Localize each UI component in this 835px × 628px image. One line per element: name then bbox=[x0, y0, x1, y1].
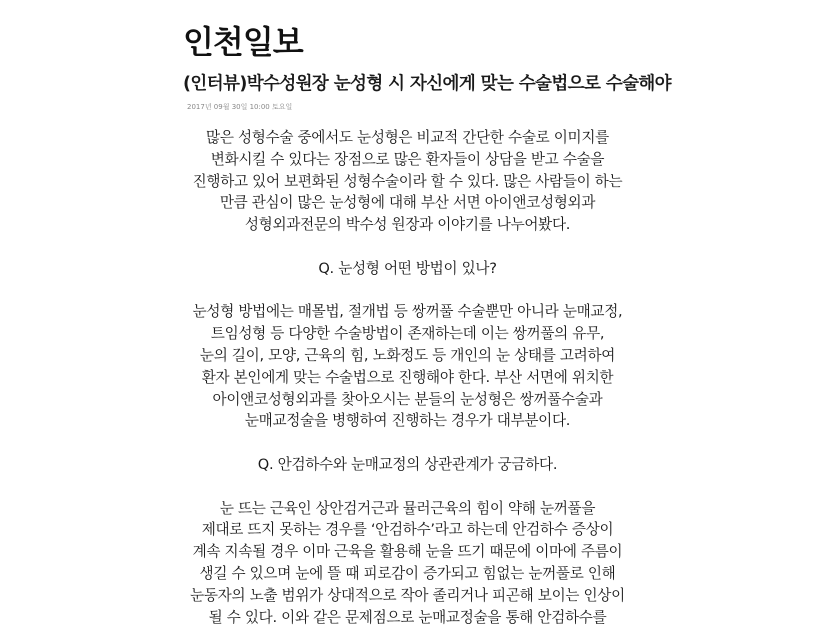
body-line: 트임성형 등 다양한 수술방법이 존재하는데 이는 쌍꺼풀의 유무, bbox=[210, 325, 605, 343]
body-line: 눈성형 방법에는 매몰법, 절개법 등 쌍꺼풀 수술뿐만 아니라 눈매교정, bbox=[192, 303, 623, 321]
body-line: 많은 성형수술 중에서도 눈성형은 비교적 간단한 수술로 이미지를 bbox=[206, 129, 609, 146]
answer-paragraph bbox=[160, 301, 655, 432]
paragraph-spacer bbox=[160, 432, 655, 454]
article-headline: (인터뷰)박수성원장 눈성형 시 자신에게 맞는 수술법으로 수술해야 bbox=[183, 74, 671, 94]
question-line: Q. 눈성형 어떤 방법이 있나? bbox=[318, 259, 497, 277]
body-line: 눈 뜨는 근육인 상안검거근과 뮬러근육의 힘이 약해 눈꺼풀을 bbox=[219, 499, 596, 517]
answer-paragraph bbox=[160, 498, 655, 628]
body-line: 성형외과전문의 박수성 원장과 이야기를 나누어봤다. bbox=[244, 216, 571, 234]
body-line: 눈의 길이, 모양, 근육의 힘, 노화정도 등 개인의 눈 상태를 고려하여 bbox=[199, 346, 616, 364]
body-line: 될 수 있다. 이와 같은 문제점으로 눈매교정술을 통해 안검하수를 bbox=[208, 608, 607, 626]
article-dateline: 2017년 09월 30일 10:00 토요일 bbox=[187, 103, 293, 111]
body-line: 생길 수 있으며 눈에 뜰 때 피로감이 증가되고 힘없는 눈꺼풀로 인해 bbox=[199, 564, 616, 582]
body-line: 변화시킬 수 있다는 장점으로 많은 환자들이 상담을 받고 수술을 bbox=[210, 150, 605, 168]
body-line: 만큼 관심이 많은 눈성형에 대해 부산 서면 아이앤코성형외과 bbox=[219, 194, 596, 212]
paragraph-spacer bbox=[160, 236, 655, 258]
body-line: 제대로 뜨지 못하는 경우를 ‘안검하수’라고 하는데 안검하수 증상이 bbox=[201, 521, 614, 539]
intro-paragraph bbox=[160, 127, 655, 236]
body-line: 아이앤코성형외과를 찾아오시는 분들의 눈성형은 쌍꺼풀수술과 bbox=[212, 390, 603, 408]
paragraph-spacer bbox=[160, 476, 655, 498]
article-body bbox=[160, 127, 655, 628]
question-heading bbox=[160, 454, 655, 476]
body-line: 진행하고 있어 보편화된 성형수술이라 할 수 있다. 많은 사람들이 하는 bbox=[192, 172, 623, 190]
newspaper-logo[interactable]: 인천일보 bbox=[183, 23, 303, 61]
body-line: 눈동자의 노출 범위가 상대적으로 작아 졸리거나 피곤해 보이는 인상이 bbox=[190, 586, 625, 604]
body-line: 계속 지속될 경우 이마 근육을 활용해 눈을 뜨기 때문에 이마에 주름이 bbox=[192, 543, 623, 561]
question-heading bbox=[160, 258, 655, 280]
paragraph-spacer bbox=[160, 280, 655, 302]
body-line: 환자 본인에게 맞는 수술법으로 진행해야 한다. 부산 서면에 위치한 bbox=[201, 368, 614, 386]
body-line: 눈매교정술을 병행하여 진행하는 경우가 대부분이다. bbox=[244, 412, 571, 430]
question-line: Q. 안검하수와 눈매교정의 상관관계가 궁금하다. bbox=[257, 455, 558, 473]
